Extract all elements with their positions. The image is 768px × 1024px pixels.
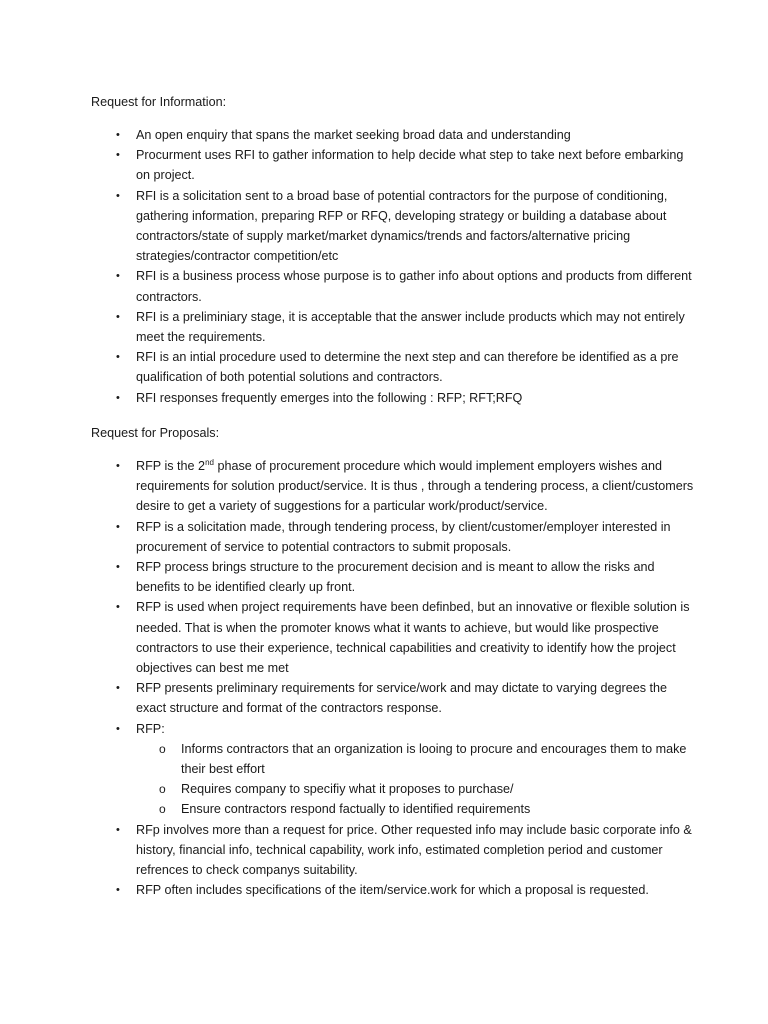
- bullet-marker: •: [116, 351, 120, 364]
- list-item: [116, 307, 696, 347]
- list-item: [116, 266, 696, 306]
- sub-list-item: [159, 779, 701, 799]
- sub-list-item: [159, 799, 701, 819]
- sub-list-item-text: Ensure contractors respond factually to identified requirements: [181, 802, 531, 817]
- rfp-sub-list: [159, 739, 701, 820]
- bullet-marker: •: [116, 270, 120, 283]
- bullet-marker: •: [116, 682, 120, 695]
- list-item: [116, 517, 696, 557]
- list-item-text: [136, 456, 696, 517]
- list-item-text: Procurment uses RFI to gather information to help decide what step to take next before embarking on project.: [136, 148, 684, 183]
- list-item-text: RFP is a solicitation made, through tendering process, by client/customer/employer interested in procurement of service to potential contractors to submit proposals.: [136, 519, 671, 554]
- sub-list-item-text: Requires company to specifiy what it proposes to purchase/: [181, 782, 514, 797]
- bullet-marker: •: [116, 561, 120, 574]
- list-item: [116, 678, 696, 718]
- rfi-heading: Request for Information:: [91, 95, 227, 109]
- list-item-text: RFI is an intial procedure used to determine the next step and can therefore be identified as a pre qualification of both potential solutions and contractors.: [136, 350, 679, 385]
- bullet-marker: •: [116, 129, 120, 141]
- sub-bullet-marker: o: [159, 782, 166, 797]
- list-item: [116, 597, 696, 678]
- rfp-phase-text: RFP is the 2: [136, 459, 206, 473]
- sub-list-item: [159, 739, 701, 779]
- sub-bullet-marker: o: [159, 802, 166, 817]
- list-item-text: RFP process brings structure to the procurement decision and is meant to allow the risks and benefits to be identified clearly up front.: [136, 560, 655, 595]
- bullet-marker: •: [116, 391, 120, 404]
- list-item: [116, 456, 696, 517]
- bullet-marker: •: [116, 520, 120, 533]
- list-item-text: RFI is a preliminiary stage, it is acceptable that the answer include products which may not entirely meet the requirements.: [136, 309, 685, 345]
- bullet-marker: •: [116, 722, 120, 735]
- list-item-text: RFp involves more than a request for price. Other requested info may include basic corporate info & history, financial info, technical capability, work info, estimated completion period and customer refrences to check companys suitability.: [136, 822, 692, 878]
- rfp-list: [116, 456, 696, 900]
- list-item-text: An open enquiry that spans the market seeking broad data and understanding: [136, 128, 571, 142]
- rfp-heading: Request for Proposals:: [91, 426, 220, 440]
- list-item: [116, 820, 696, 881]
- bullet-marker: •: [116, 189, 120, 202]
- list-item-text: RFI is a business process whose purpose is to gather info about options and products from different contractors.: [136, 269, 692, 304]
- list-item: [116, 557, 696, 597]
- list-item: [116, 186, 696, 267]
- rfi-list: [116, 125, 696, 408]
- bullet-marker: •: [116, 884, 120, 897]
- list-item: [116, 347, 696, 387]
- bullet-marker: •: [116, 823, 120, 836]
- list-item-text: RFP is used when project requirements have been definbed, but an innovative or flexible solution is needed. That is when the promoter knows what it wants to achieve, but would like prospective contractors to use their experience, technical capabilities and creativity to identify how the project objectives can best me met: [136, 600, 690, 676]
- bullet-marker: •: [116, 310, 120, 323]
- ordinal-superscript: nd: [205, 457, 214, 467]
- sub-list-item-text: Informs contractors that an organization is looing to procure and encourages them to make their best effort: [181, 741, 687, 777]
- list-item: [116, 719, 696, 820]
- list-item: [116, 880, 696, 900]
- bullet-marker: •: [116, 460, 120, 472]
- rfp-label: RFP:: [136, 721, 165, 736]
- sub-bullet-marker: o: [159, 741, 166, 756]
- bullet-marker: •: [116, 601, 120, 614]
- list-item: [116, 388, 696, 408]
- list-item-text: RFI is a solicitation sent to a broad base of potential contractors for the purpose of conditioning, gathering information, preparing RFP or RFQ, developing strategy or building a database about contractors/state of supply market/market dynamics/trends and factors/alternative pricing strategies/contractor competition/etc: [136, 188, 668, 264]
- list-item-text: RFI responses frequently emerges into the following : RFP; RFT;RFQ: [136, 390, 523, 405]
- list-item-text: RFP presents preliminary requirements for service/work and may dictate to varying degrees the exact structure and format of the contractors response.: [136, 681, 668, 716]
- bullet-marker: •: [116, 149, 120, 162]
- list-item: [116, 145, 696, 185]
- rfp-phase-text-cont: phase of procurement procedure which would implement employers wishes and requirements for solution product/service. It is thus , through a tendering process, a client/customers desire to get a variety of suggestions for a particular work/product/service.: [136, 459, 694, 514]
- list-item: [116, 125, 696, 145]
- list-item-text: RFP often includes specifications of the item/service.work for which a proposal is requested.: [136, 883, 649, 898]
